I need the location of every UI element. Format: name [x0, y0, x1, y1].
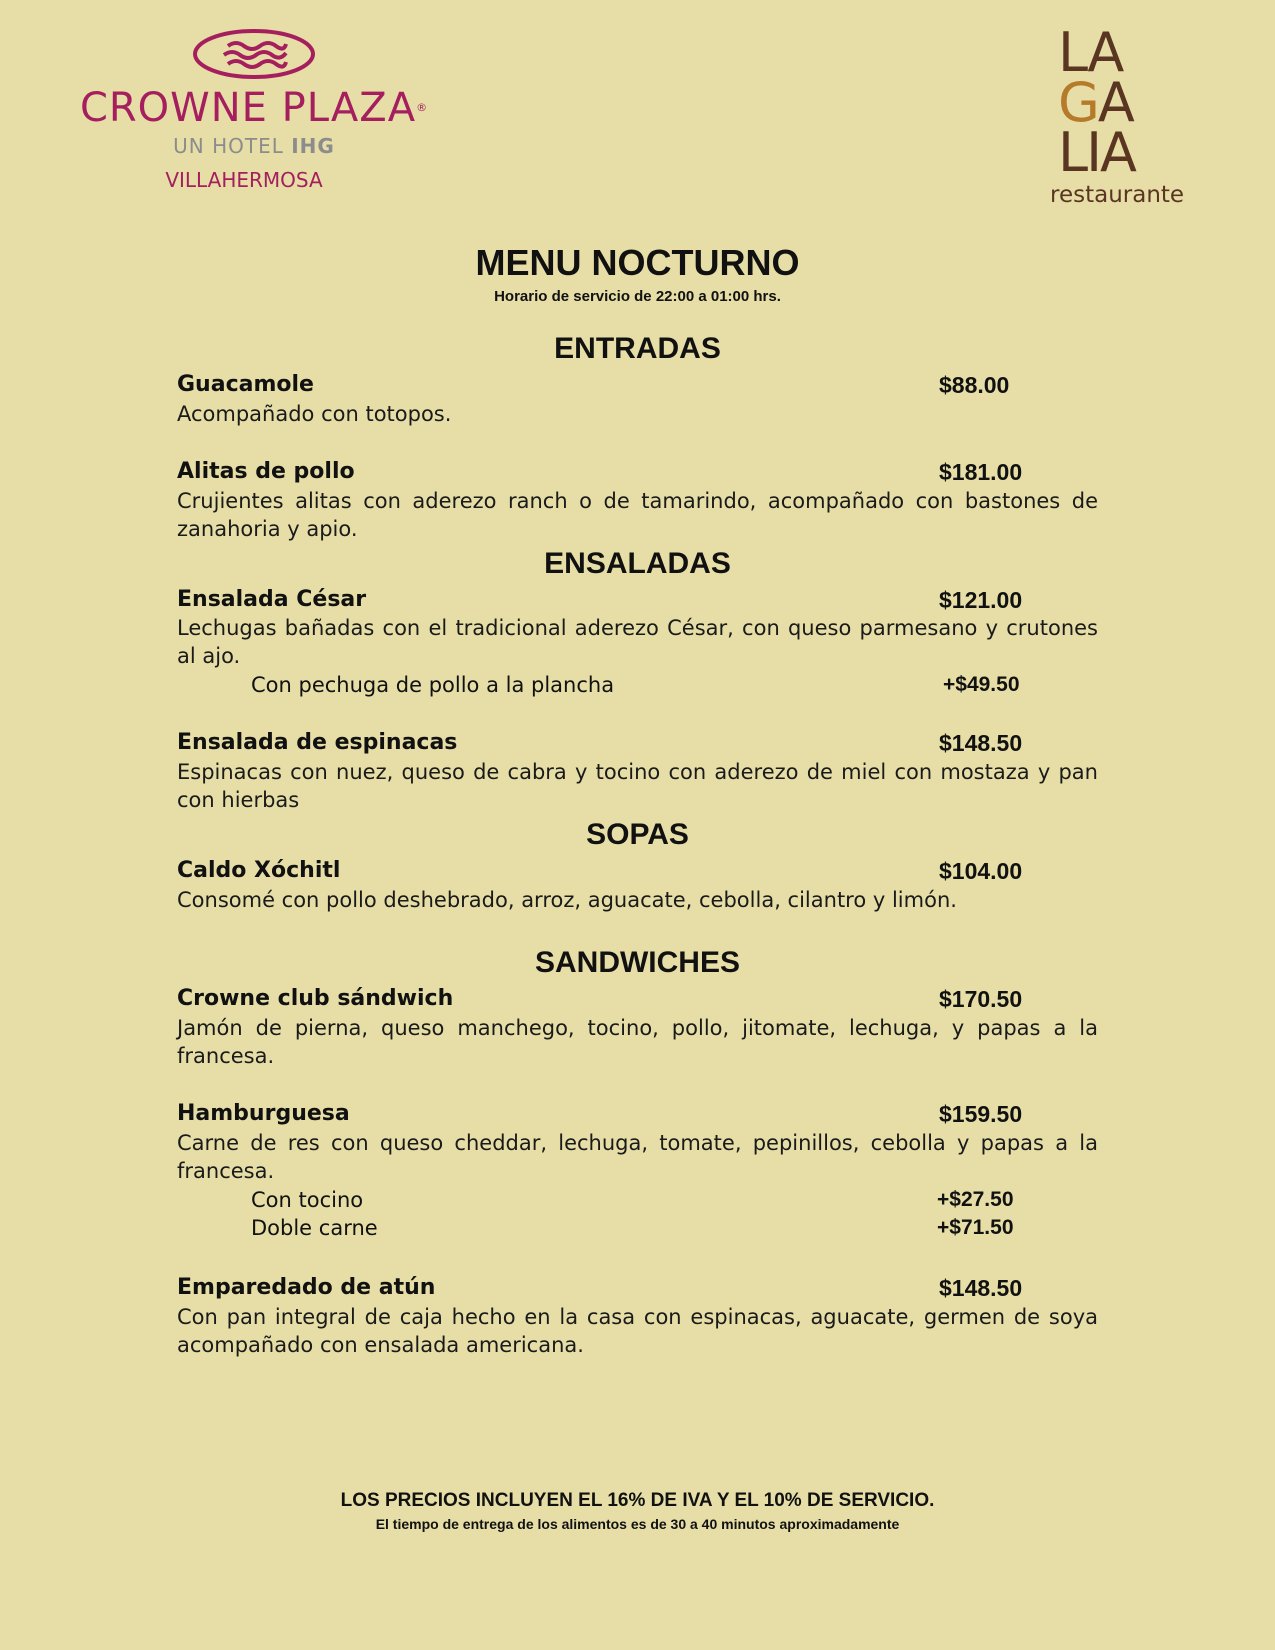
- item-caldo-price: $104.00: [939, 858, 1023, 884]
- item-cesar-name: Ensalada César: [177, 587, 367, 612]
- section-entradas: ENTRADAS: [554, 332, 721, 365]
- crowne-plaza-logo: [64, 28, 444, 192]
- item-hamburguesa-extra1-label: Con tocino: [251, 1188, 364, 1212]
- item-club-name: Crowne club sándwich: [177, 986, 454, 1011]
- la-galia-logo: [1050, 21, 1208, 208]
- item-guacamole-price: $88.00: [939, 372, 1010, 398]
- item-alitas-price: $181.00: [939, 459, 1023, 485]
- item-hamburguesa-extra2-label: Doble carne: [251, 1216, 378, 1240]
- item-club-price: $170.50: [939, 986, 1023, 1012]
- section-sopas: SOPAS: [586, 818, 689, 851]
- item-guacamole-name: Guacamole: [177, 372, 314, 397]
- item-hamburguesa-extra1-price: +$27.50: [937, 1188, 1014, 1211]
- item-cesar-price: $121.00: [939, 587, 1023, 613]
- section-sandwiches: SANDWICHES: [534, 946, 740, 979]
- item-cesar-extra-price: +$49.50: [943, 673, 1020, 696]
- item-club-desc: Jamón de pierna, queso manchego, tocino, pollo, jitomate, lechuga, y papas a la francesa.: [177, 1016, 1098, 1068]
- item-espinacas-desc: Espinacas con nuez, queso de cabra y tocino con aderezo de miel con mostaza y pan con hierbas: [177, 760, 1098, 812]
- item-hamburguesa-extra2-price: +$71.50: [937, 1216, 1014, 1239]
- item-hamburguesa-desc: Carne de res con queso cheddar, lechuga, tomate, pepinillos, cebolla y papas a la francesa.: [177, 1131, 1098, 1183]
- item-alitas-desc: Crujientes alitas con aderezo ranch o de tamarindo, acompañado con bastones de zanahoria y apio.: [177, 489, 1098, 541]
- crowne-plaza-subtitle: UN HOTEL IHG: [173, 134, 335, 158]
- item-espinacas-price: $148.50: [939, 730, 1023, 756]
- item-cesar-desc: Lechugas bañadas con el tradicional aderezo César, con queso parmesano y crutones al ajo.: [177, 616, 1098, 668]
- footer-delivery-note: El tiempo de entrega de los alimentos es de 30 a 40 minutos aproximadamente: [375, 1516, 900, 1532]
- item-atun-name: Emparedado de atún: [177, 1275, 436, 1300]
- item-alitas-name: Alitas de pollo: [177, 459, 355, 484]
- la-galia-line-3: LIA: [1058, 121, 1135, 184]
- item-hamburguesa-price: $159.50: [939, 1101, 1023, 1127]
- item-espinacas-name: Ensalada de espinacas: [177, 730, 458, 755]
- footer-tax-note: LOS PRECIOS INCLUYEN EL 16% DE IVA Y EL 10% DE SERVICIO.: [340, 1490, 935, 1511]
- section-ensaladas: ENSALADAS: [544, 547, 731, 580]
- item-caldo-desc: Consomé con pollo deshebrado, arroz, aguacate, cebolla, cilantro y limón.: [177, 888, 957, 912]
- crowne-plaza-city: VILLAHERMOSA: [165, 168, 323, 192]
- item-cesar-extra-label: Con pechuga de pollo a la plancha: [251, 673, 615, 697]
- item-atun-desc: Con pan integral de caja hecho en la casa con espinacas, aguacate, germen de soya acompañado con ensalada americana.: [177, 1305, 1098, 1357]
- item-guacamole-desc: Acompañado con totopos.: [177, 402, 452, 426]
- la-galia-line-1: LA: [1058, 21, 1123, 84]
- crowne-plaza-name: CROWNE PLAZA®: [79, 85, 429, 131]
- la-galia-restaurante: restaurante: [1050, 182, 1185, 208]
- service-hours: Horario de servicio de 22:00 a 01:00 hrs.: [494, 288, 781, 305]
- la-galia-line-2: GA: [1058, 71, 1133, 134]
- crowne-wave-emblem-icon: [192, 28, 316, 80]
- item-caldo-name: Caldo Xóchitl: [177, 858, 341, 883]
- item-hamburguesa-name: Hamburguesa: [177, 1101, 350, 1126]
- menu-title: MENU NOCTURNO: [475, 242, 800, 283]
- item-atun-price: $148.50: [939, 1275, 1023, 1301]
